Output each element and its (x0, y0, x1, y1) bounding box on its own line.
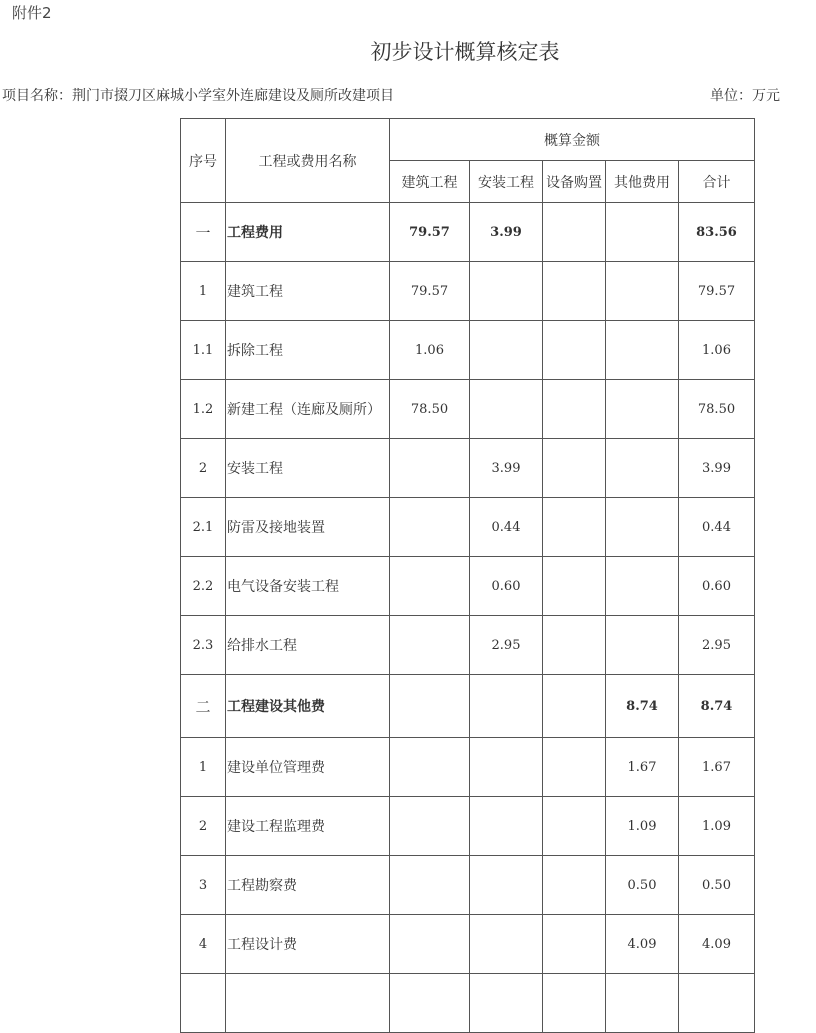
cell-other (606, 203, 679, 262)
cell-seq: 4 (181, 915, 226, 974)
header-name: 工程或费用名称 (226, 119, 390, 203)
cell-installation (470, 675, 543, 738)
cell-construction (390, 738, 470, 797)
cell-seq: 1.2 (181, 380, 226, 439)
cell-equipment (543, 498, 606, 557)
cell-name: 工程建设其他费 (226, 675, 390, 738)
cell-construction: 1.06 (390, 321, 470, 380)
cell-other: 8.74 (606, 675, 679, 738)
cell-installation (470, 915, 543, 974)
cell-installation: 0.44 (470, 498, 543, 557)
cell-equipment (543, 262, 606, 321)
cell-name: 工程勘察费 (226, 856, 390, 915)
cell-equipment (543, 738, 606, 797)
cell-equipment (543, 203, 606, 262)
cell-equipment (543, 439, 606, 498)
cell-construction (390, 856, 470, 915)
cell-seq: 1.1 (181, 321, 226, 380)
cell-total: 1.06 (679, 321, 755, 380)
cell-installation (470, 797, 543, 856)
table-row (181, 915, 755, 974)
cell-seq (181, 974, 226, 1033)
cell-seq: 3 (181, 856, 226, 915)
unit-label: 单位：万元 (710, 88, 780, 104)
header-amount-group: 概算金额 (390, 119, 755, 161)
header-total: 合计 (679, 161, 755, 203)
cell-construction (390, 498, 470, 557)
cell-installation: 2.95 (470, 616, 543, 675)
cell-name: 工程费用 (226, 203, 390, 262)
cell-equipment (543, 974, 606, 1033)
cell-seq: 2 (181, 439, 226, 498)
table-row (181, 738, 755, 797)
cell-other: 0.50 (606, 856, 679, 915)
cell-other (606, 974, 679, 1033)
cell-seq: 2.1 (181, 498, 226, 557)
cell-other (606, 380, 679, 439)
cell-equipment (543, 915, 606, 974)
cell-name: 建筑工程 (226, 262, 390, 321)
cell-total: 0.50 (679, 856, 755, 915)
header-seq: 序号 (181, 119, 226, 203)
cell-construction: 79.57 (390, 262, 470, 321)
cell-installation (470, 738, 543, 797)
cell-seq: 1 (181, 738, 226, 797)
cell-seq: 2.3 (181, 616, 226, 675)
cell-total: 2.95 (679, 616, 755, 675)
table-row (181, 616, 755, 675)
cell-name: 拆除工程 (226, 321, 390, 380)
table-row (181, 557, 755, 616)
header-construction: 建筑工程 (390, 161, 470, 203)
cell-construction (390, 616, 470, 675)
cell-construction: 79.57 (390, 203, 470, 262)
cell-total: 8.74 (679, 675, 755, 738)
cell-installation: 3.99 (470, 439, 543, 498)
table-row (181, 380, 755, 439)
cell-installation: 3.99 (470, 203, 543, 262)
cell-total: 78.50 (679, 380, 755, 439)
cell-equipment (543, 797, 606, 856)
cell-name: 建设单位管理费 (226, 738, 390, 797)
table-row (181, 856, 755, 915)
cell-name (226, 974, 390, 1033)
cell-other (606, 498, 679, 557)
cell-other: 1.09 (606, 797, 679, 856)
cell-equipment (543, 380, 606, 439)
cell-other (606, 616, 679, 675)
cell-equipment (543, 321, 606, 380)
cell-installation (470, 856, 543, 915)
cell-installation (470, 974, 543, 1033)
table-row (181, 974, 755, 1033)
cell-equipment (543, 856, 606, 915)
cell-equipment (543, 557, 606, 616)
attachment-label: 附件2 (12, 4, 52, 22)
cell-other (606, 321, 679, 380)
cell-total: 0.60 (679, 557, 755, 616)
header-equipment: 设备购置 (543, 161, 606, 203)
table-row (181, 797, 755, 856)
table-row (181, 262, 755, 321)
cell-total: 0.44 (679, 498, 755, 557)
project-name: 项目名称：荆门市掇刀区麻城小学室外连廊建设及厕所改建项目 (2, 88, 394, 104)
cell-other (606, 439, 679, 498)
cell-other (606, 557, 679, 616)
cell-other (606, 262, 679, 321)
cell-name: 给排水工程 (226, 616, 390, 675)
table-row (181, 203, 755, 262)
table-row (181, 321, 755, 380)
page-title: 初步设计概算核定表 (370, 40, 560, 64)
cell-installation (470, 262, 543, 321)
cell-seq: 一 (181, 203, 226, 262)
cell-name: 新建工程（连廊及厕所） (226, 380, 390, 439)
cell-seq: 1 (181, 262, 226, 321)
cell-name: 电气设备安装工程 (226, 557, 390, 616)
cell-other: 4.09 (606, 915, 679, 974)
table-row (181, 675, 755, 738)
table-row (181, 498, 755, 557)
cell-installation (470, 321, 543, 380)
cell-total: 79.57 (679, 262, 755, 321)
cell-name: 安装工程 (226, 439, 390, 498)
cell-total: 4.09 (679, 915, 755, 974)
cell-seq: 二 (181, 675, 226, 738)
cell-total: 1.67 (679, 738, 755, 797)
cell-seq: 2.2 (181, 557, 226, 616)
cell-construction: 78.50 (390, 380, 470, 439)
cell-installation (470, 380, 543, 439)
table-row (181, 439, 755, 498)
cell-installation: 0.60 (470, 557, 543, 616)
cell-equipment (543, 675, 606, 738)
cell-seq: 2 (181, 797, 226, 856)
cell-total: 83.56 (679, 203, 755, 262)
cell-construction (390, 439, 470, 498)
cell-name: 工程设计费 (226, 915, 390, 974)
header-other: 其他费用 (606, 161, 679, 203)
cell-construction (390, 675, 470, 738)
cell-name: 防雷及接地装置 (226, 498, 390, 557)
cell-construction (390, 974, 470, 1033)
estimate-table (180, 118, 755, 1033)
cell-total: 1.09 (679, 797, 755, 856)
header-installation: 安装工程 (470, 161, 543, 203)
cell-other: 1.67 (606, 738, 679, 797)
cell-total (679, 974, 755, 1033)
cell-equipment (543, 616, 606, 675)
cell-total: 3.99 (679, 439, 755, 498)
cell-construction (390, 797, 470, 856)
cell-construction (390, 557, 470, 616)
cell-name: 建设工程监理费 (226, 797, 390, 856)
cell-construction (390, 915, 470, 974)
